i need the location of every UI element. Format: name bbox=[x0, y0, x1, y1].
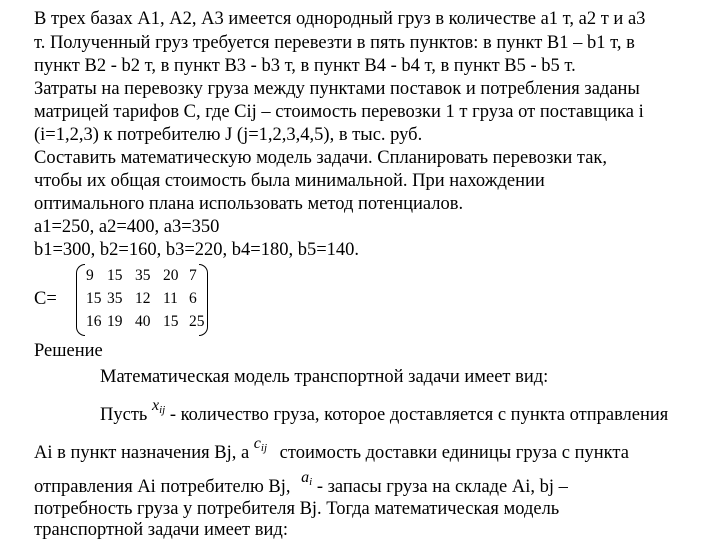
solution-intro: Математическая модель транспортной задачи имеет вид: bbox=[100, 367, 549, 387]
subscript: i bbox=[309, 476, 313, 488]
matrix-cell: 35 bbox=[135, 267, 151, 284]
symbol: c bbox=[253, 435, 261, 452]
matrix-cell: 9 bbox=[86, 267, 94, 284]
problem-line-8: чтобы их общая стоимость была минимальной. При нахождении bbox=[34, 171, 545, 191]
problem-line-4: Затраты на перевозку груза между пунктами поставок и потребления заданы bbox=[34, 79, 640, 99]
matrix-row-1 bbox=[86, 264, 201, 288]
matrix-cell: 12 bbox=[135, 290, 151, 307]
solution-para-line-4: потребность груза у потребителя Bj. Тогда математическая модель bbox=[34, 499, 560, 519]
matrix-cell: 6 bbox=[189, 290, 197, 307]
solution-para-line-3 bbox=[34, 469, 568, 500]
demand-values: b1=300, b2=160, b3=220, b4=180, b5=140. bbox=[34, 240, 360, 260]
text: стоимость доставки единицы груза с пункта bbox=[279, 443, 629, 463]
tariff-matrix bbox=[76, 264, 208, 334]
subscript: ij bbox=[159, 404, 166, 416]
problem-line-3: пункт В2 - b2 т, в пункт В3 - b3 т, в пункт В4 - b4 т, в пункт В5 - b5 т. bbox=[34, 56, 576, 76]
matrix-cell: 15 bbox=[86, 290, 102, 307]
text: - количество груза, которое доставляется с пункта отправления bbox=[169, 405, 669, 425]
solution-para-line-5: транспортной задачи имеет вид: bbox=[34, 520, 288, 540]
solution-para-line-2 bbox=[34, 435, 629, 466]
text: отправления Ai потребителю Bj, bbox=[34, 477, 291, 497]
matrix-cell: 7 bbox=[189, 267, 197, 284]
matrix-cell: 40 bbox=[135, 313, 151, 330]
matrix-cell: 20 bbox=[163, 267, 179, 284]
matrix-left-bracket bbox=[76, 264, 85, 336]
problem-line-2: т. Полученный груз требуется перевезти в пять пунктов: в пункт В1 – b1 т, в bbox=[34, 33, 635, 53]
matrix-cell: 25 bbox=[189, 313, 205, 330]
problem-line-9: оптимального плана использовать метод потенциалов. bbox=[34, 194, 464, 214]
matrix-cell: 35 bbox=[107, 290, 123, 307]
matrix-cell: 15 bbox=[163, 313, 179, 330]
matrix-label: C= bbox=[34, 289, 57, 309]
problem-line-7: Составить математическую модель задачи. Спланировать перевозки так, bbox=[34, 148, 608, 168]
text: - запасы груза на складе Ai, bj – bbox=[316, 477, 568, 497]
text: Ai в пункт назначения Bj, а bbox=[34, 443, 250, 463]
math-symbol bbox=[254, 435, 267, 452]
text: Пусть bbox=[100, 405, 148, 425]
problem-line-5: матрицей тарифов С, где Cij – стоимость перевозки 1 т груза от поставщика i bbox=[34, 102, 644, 122]
matrix-cell: 15 bbox=[107, 267, 123, 284]
subscript: ij bbox=[260, 442, 268, 454]
problem-line-1: В трех базах А1, А2, А3 имеется однородный груз в количестве а1 т, а2 т и а3 bbox=[34, 9, 646, 29]
matrix-row-3 bbox=[86, 310, 205, 334]
supply-values: a1=250, a2=400, a3=350 bbox=[34, 217, 220, 237]
solution-para-line-1 bbox=[100, 397, 669, 428]
problem-line-6: (i=1,2,3) к потребителю J (j=1,2,3,4,5), в тыс. руб. bbox=[34, 125, 423, 145]
matrix-cell: 19 bbox=[107, 313, 123, 330]
math-symbol bbox=[301, 469, 312, 486]
symbol: x bbox=[151, 397, 160, 414]
matrix-row-2 bbox=[86, 287, 201, 311]
solution-heading: Решение bbox=[34, 341, 103, 361]
matrix-cell: 16 bbox=[86, 313, 102, 330]
symbol: a bbox=[301, 469, 310, 486]
matrix-cell: 11 bbox=[163, 290, 178, 307]
math-symbol bbox=[152, 397, 165, 414]
